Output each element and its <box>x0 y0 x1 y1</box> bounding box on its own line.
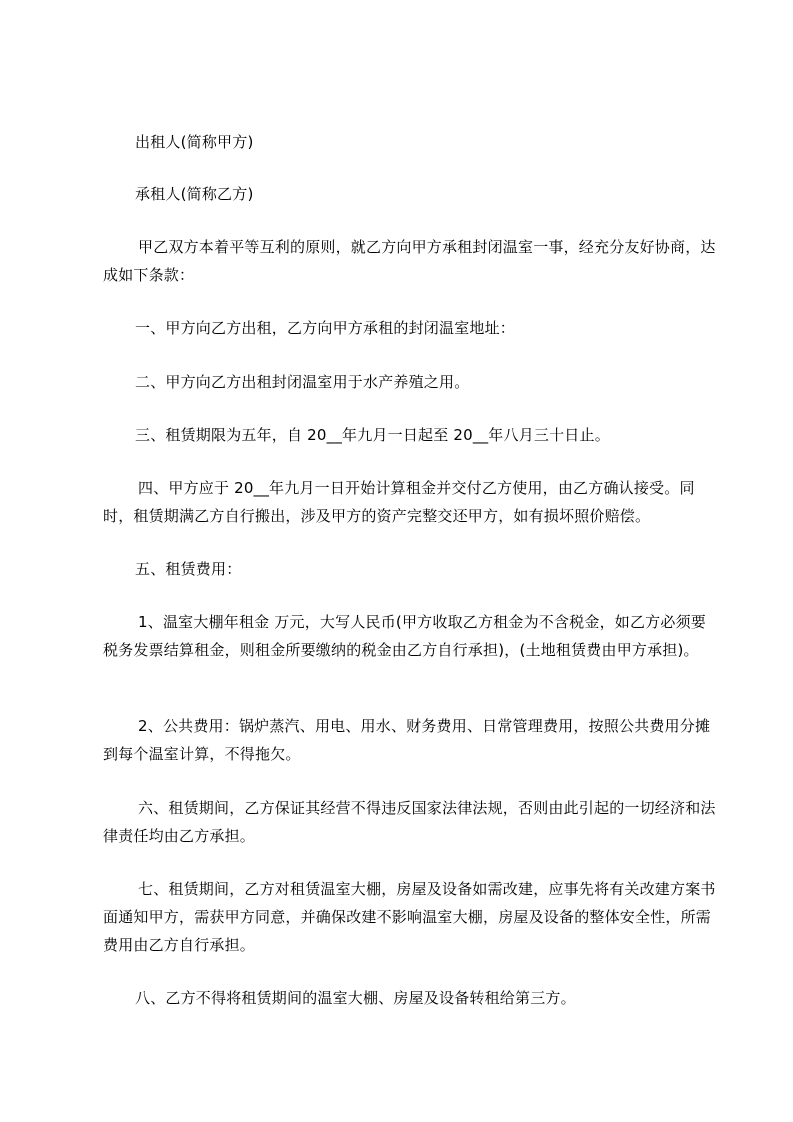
clause-4: 四、甲方应于 20__年九月一日开始计算租金并交付乙方使用，由乙方确认接受。同时，租赁期满乙方自行搬出，涉及甲方的资产完整交还甲方，如有损坏照价赔偿。 <box>103 479 695 525</box>
clause-6: 六、租赁期间，乙方保证其经营不得违反国家法律法规，否则由此引起的一切经济和法律责任均由乙方承担。 <box>103 799 716 845</box>
clause-5: 五、租赁费用： <box>135 560 242 578</box>
clause-5-2: 2、公共费用：锅炉蒸汽、用电、用水、财务费用、日常管理费用，按照公共费用分摊到每个温室计算，不得拖欠。 <box>103 717 711 763</box>
clause-2: 二、甲方向乙方出租封闭温室用于水产养殖之用。 <box>135 373 470 391</box>
clause-5-1: 1、温室大棚年租金 万元，大写人民币(甲方收取乙方租金为不含税金，如乙方必须要税务发票结算租金，则租金所要缴纳的税金由乙方自行承担)，(土地租赁费由甲方承担)。 <box>103 613 706 659</box>
preamble-paragraph: 甲乙双方本着平等互利的原则，就乙方向甲方承租封闭温室一事，经充分友好协商，达成如下条款： <box>103 238 716 284</box>
clause-7: 七、租赁期间，乙方对租赁温室大棚，房屋及设备如需改建，应事先将有关改建方案书面通知甲方，需获甲方同意，并确保改建不影响温室大棚，房屋及设备的整体安全性，所需费用由乙方自行承担。 <box>103 880 716 954</box>
clause-8: 八、乙方不得将租赁期间的温室大棚、房屋及设备转租给第三方。 <box>135 989 576 1007</box>
lessee-line: 承租人(简称乙方) <box>135 185 254 203</box>
clause-3: 三、租赁期限为五年，自 20__年九月一日起至 20__年八月三十日止。 <box>135 426 610 444</box>
clause-1: 一、甲方向乙方出租，乙方向甲方承租的封闭温室地址： <box>135 319 516 337</box>
lessor-line: 出租人(简称甲方) <box>135 133 254 151</box>
